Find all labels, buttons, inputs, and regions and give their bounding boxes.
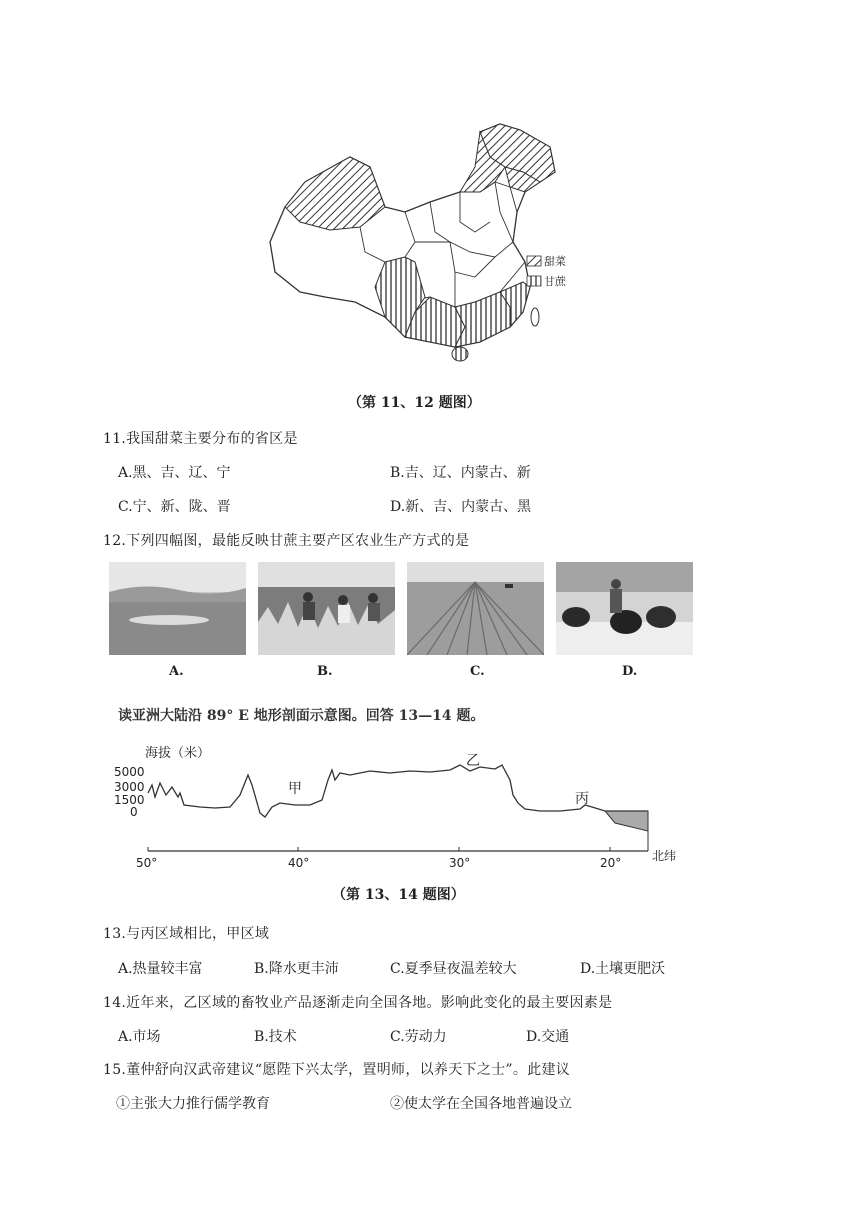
q14-stem: 14.近年来，乙区域的畜牧业产品逐渐走向全国各地。影响此变化的最主要因素是 xyxy=(103,995,613,1011)
q15-stem: 15.董仲舒向汉武帝建议“愿陛下兴太学，置明师，以养天下之士”。此建议 xyxy=(103,1062,571,1078)
photo-label-c: C. xyxy=(470,664,485,679)
q11-option-d[interactable]: D.新、吉、内蒙古、黑 xyxy=(390,499,532,515)
q13-stem: 13.与丙区域相比，甲区域 xyxy=(103,926,270,942)
xtick-40: 40° xyxy=(288,856,310,870)
q11-option-a[interactable]: A.黑、吉、辽、宁 xyxy=(118,465,231,481)
q14-option-b[interactable]: B.技术 xyxy=(254,1029,297,1045)
ytick-5000: 5000 xyxy=(114,765,145,779)
region-xinjiang xyxy=(285,157,385,230)
profile-caption: （第 13、14 题图） xyxy=(332,887,465,903)
map-caption: （第 11、12 题图） xyxy=(348,395,481,411)
photo-label-a: A. xyxy=(169,664,184,679)
q11-option-b[interactable]: B.吉、辽、内蒙古、新 xyxy=(390,465,531,481)
photo-b-hand-farming[interactable] xyxy=(258,562,395,655)
q13-option-a[interactable]: A.热量较丰富 xyxy=(118,961,203,977)
photo-label-d: D. xyxy=(622,664,638,679)
q14-option-c[interactable]: C.劳动力 xyxy=(390,1029,447,1045)
q13-option-d[interactable]: D.土壤更肥沃 xyxy=(580,961,666,977)
photo-d-yaks[interactable] xyxy=(556,562,693,655)
q11-stem: 11.我国甜菜主要分布的省区是 xyxy=(103,431,298,447)
region-hainan xyxy=(452,347,468,361)
ytick-0: 0 xyxy=(130,805,138,819)
q13-option-c[interactable]: C.夏季昼夜温差较大 xyxy=(390,961,517,977)
profile-ylabel: 海拔（米） xyxy=(145,746,211,761)
legend-sugarcane: 甘蔗 xyxy=(544,275,566,288)
q15-statement-2: ②使太学在全国各地普遍设立 xyxy=(390,1096,572,1112)
q14-option-a[interactable]: A.市场 xyxy=(118,1029,161,1045)
photo-label-b: B. xyxy=(317,664,333,679)
xtick-20: 20° xyxy=(600,856,622,870)
sea-area xyxy=(605,811,648,831)
xtick-30: 30° xyxy=(449,856,471,870)
q11-option-c[interactable]: C.宁、新、陇、晋 xyxy=(118,499,231,515)
ytick-3000: 3000 xyxy=(114,780,145,794)
q15-statement-1: ①主张大力推行儒学教育 xyxy=(116,1096,270,1112)
x-unit: 北纬 xyxy=(652,849,677,863)
ytick-1500: 1500 xyxy=(114,793,145,807)
xtick-50: 50° xyxy=(136,856,158,870)
q12-stem: 12.下列四幅图，最能反映甘蔗主要产区农业生产方式的是 xyxy=(103,533,470,549)
china-map xyxy=(255,112,575,372)
intro-13-14: 读亚洲大陆沿 89° E 地形剖面示意图。回答 13—14 题。 xyxy=(118,708,485,724)
legend-sugar-beet: 甜菜 xyxy=(544,255,566,268)
q13-option-b[interactable]: B.降水更丰沛 xyxy=(254,961,339,977)
photo-a-grassland[interactable] xyxy=(109,562,246,655)
photo-c-mechanized-field[interactable] xyxy=(407,562,544,655)
region-taiwan xyxy=(531,308,539,326)
profile-line xyxy=(148,765,648,817)
region-label-bing: 丙 xyxy=(575,791,589,807)
region-label-yi: 乙 xyxy=(466,753,480,769)
region-label-jia: 甲 xyxy=(288,781,302,797)
terrain-profile xyxy=(100,735,700,880)
q14-option-d[interactable]: D.交通 xyxy=(526,1029,570,1045)
